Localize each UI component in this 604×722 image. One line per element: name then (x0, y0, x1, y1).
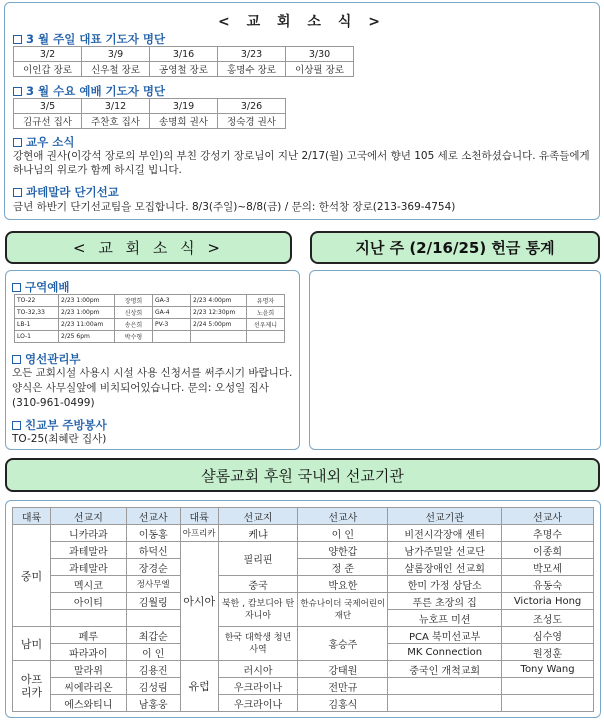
name-cell: 공영철 장로 (150, 62, 218, 77)
mission-org: PCA 북미선교부 (388, 627, 502, 644)
mission-field: 니카라과 (50, 525, 126, 542)
missionary: 조성도 (502, 610, 594, 627)
missionary: 홍승주 (298, 627, 388, 661)
region-cell: 아프리카 (180, 525, 218, 542)
date-cell: 3/16 (150, 47, 218, 62)
checkbox-square-icon (13, 188, 22, 197)
missionary: 정 준 (298, 559, 388, 576)
time-cell: 2/23 1:00pm (59, 295, 115, 307)
missionary: 김월링 (126, 593, 180, 610)
name-cell: 이상필 장로 (286, 62, 354, 77)
district-cell: GA-3 (153, 295, 191, 307)
mission-org: 한미 가정 상담소 (388, 576, 502, 593)
mission-field: 멕시코 (50, 576, 126, 593)
district-cell: PV-3 (153, 319, 191, 331)
mission-field: 북한 , 캄보디아 탄자니아 (218, 593, 298, 627)
table-row (15, 319, 285, 331)
mission-table (12, 507, 594, 712)
mission-field: 우크라이나 (218, 695, 298, 712)
mission-field: 우크라이나 (218, 678, 298, 695)
table-row (13, 542, 594, 559)
mission-field: 말라위 (50, 661, 126, 678)
table-row (15, 307, 285, 319)
mission-org: 비전시각장애 센터 (388, 525, 502, 542)
missionary (502, 695, 594, 712)
date-cell: 3/2 (14, 47, 82, 62)
mission-trip-text: 금년 하반기 단기선교팀을 모집합니다. 8/3(주일)~8/8(금) / 문의: 한석창 장로(213-369-4754) (13, 201, 456, 213)
wednesday-prayer-heading: 3 월 수요 예배 기도자 명단 (13, 83, 165, 99)
member-news-heading: 교우 소식 (13, 134, 74, 150)
missionary: 김홍식 (298, 695, 388, 712)
col-header: 대륙 (180, 508, 218, 525)
table-row (13, 593, 594, 610)
district-cell: LO-1 (15, 331, 59, 343)
col-header: 선교기관 (388, 508, 502, 525)
table-row (15, 331, 285, 343)
date-cell: 3/5 (14, 99, 82, 114)
sunday-prayer-heading: 3 월 주일 대표 기도자 명단 (13, 31, 165, 47)
district-worship-heading: 구역예배 (12, 279, 69, 295)
mission-org: 뉴호프 미션 (388, 610, 502, 627)
header-row (13, 508, 594, 525)
mission-field: 중국 (218, 576, 298, 593)
missionary: 강태원 (298, 661, 388, 678)
table-row (13, 695, 594, 712)
host-cell: 노윤희 (247, 307, 285, 319)
mission-org (388, 695, 502, 712)
district-cell: TO-22 (15, 295, 59, 307)
region-cell: 유럽 (180, 661, 218, 712)
mission-org: MK Connection (388, 644, 502, 661)
offering-stats-bar: 지난 주 (2/16/25) 헌금 통계 (310, 231, 600, 264)
name-cell: 정숙경 권사 (218, 114, 286, 129)
date-cell: 3/19 (150, 99, 218, 114)
mission-field: 페루 (50, 627, 126, 644)
host-cell: 선우제니 (247, 319, 285, 331)
mission-trip-heading: 과테말라 단기선교 (13, 184, 119, 200)
host-cell: 신상희 (115, 307, 153, 319)
missionary: 유동숙 (502, 576, 594, 593)
col-header: 선교사 (298, 508, 388, 525)
table-row (13, 661, 594, 678)
mission-field: 씨에라리온 (50, 678, 126, 695)
wednesday-prayer-table (13, 98, 286, 129)
missionary: 이 인 (126, 644, 180, 661)
mission-field: 에스와티니 (50, 695, 126, 712)
mission-field (50, 610, 126, 627)
name-cell: 이인갑 장로 (14, 62, 82, 77)
missionary (126, 610, 180, 627)
kitchen-service-heading: 친교부 주방봉사 (12, 417, 107, 433)
date-cell: 3/12 (82, 99, 150, 114)
district-cell: LB-1 (15, 319, 59, 331)
time-cell: 2/23 4:00pm (191, 295, 247, 307)
missionary: 정사무엘 (126, 576, 180, 593)
missionary: 추명수 (502, 525, 594, 542)
missionary: 이 인 (298, 525, 388, 542)
table-row (13, 525, 594, 542)
mission-org: 중국인 개척교회 (388, 661, 502, 678)
missionary: Tony Wang (502, 661, 594, 678)
col-header: 선교사 (502, 508, 594, 525)
date-cell: 3/9 (82, 47, 150, 62)
mission-org: 남가주밀알 선교단 (388, 542, 502, 559)
table-row (13, 627, 594, 644)
missionary: 남홍웅 (126, 695, 180, 712)
time-cell: 2/23 12:30pm (191, 307, 247, 319)
col-header: 대륙 (13, 508, 51, 525)
time-cell (191, 331, 247, 343)
offering-stats-panel (309, 270, 601, 450)
checkbox-square-icon (12, 421, 21, 430)
mission-field: 케냐 (218, 525, 298, 542)
church-news-title: < 교 회 소 식 > (218, 14, 386, 30)
member-news-text: 강현애 권사(이강석 장로의 부인)의 부친 강성기 장로님이 지난 2/17(월) 고국에서 향년 105 세로 소천하셨습니다. 유족들에게 하나님의 위로가 함께 하시길 빕니다. (13, 150, 590, 176)
mission-field: 아이티 (50, 593, 126, 610)
checkbox-square-icon (12, 283, 21, 292)
time-cell: 2/25 6pm (59, 331, 115, 343)
checkbox-square-icon (13, 138, 22, 147)
mission-org: 푸른 초장의 집 (388, 593, 502, 610)
missionary: 원정훈 (502, 644, 594, 661)
missionary: 심수영 (502, 627, 594, 644)
date-cell: 3/26 (218, 99, 286, 114)
col-header: 선교사 (126, 508, 180, 525)
mission-field: 과테말라 (50, 542, 126, 559)
missionary: 하덕신 (126, 542, 180, 559)
missionary: 최갑순 (126, 627, 180, 644)
missionary: Victoria Hong (502, 593, 594, 610)
missionary: 박모세 (502, 559, 594, 576)
missionary: 김성림 (126, 678, 180, 695)
host-cell: 박수형 (115, 331, 153, 343)
date-cell: 3/23 (218, 47, 286, 62)
time-cell: 2/24 5:00pm (191, 319, 247, 331)
mission-panel (5, 500, 601, 718)
date-cell: 3/30 (286, 47, 354, 62)
missionary: 박요한 (298, 576, 388, 593)
checkbox-square-icon (13, 35, 22, 44)
church-news-bar: < 교 회 소 식 > (5, 231, 292, 264)
mission-org: 한슈나이더 국제어린이 재단 (298, 593, 388, 627)
name-cell: 송명희 권사 (150, 114, 218, 129)
name-cell: 김규선 집사 (14, 114, 82, 129)
region-cell: 중미 (13, 525, 51, 627)
missionary: 이종희 (502, 542, 594, 559)
mission-org-bar: 샬롬교회 후원 국내외 선교기관 (5, 458, 600, 492)
facility-text: 오든 교회시설 사용시 시설 사용 신청서를 써주시기 바랍니다. 양식은 사무실앞에 비치되어있습니다. 문의: 오성일 집사(310-961-0499) (12, 367, 293, 409)
mission-field: 과테말라 (50, 559, 126, 576)
host-cell: 송은희 (115, 319, 153, 331)
district-cell: GA-4 (153, 307, 191, 319)
missionary: 양한갑 (298, 542, 388, 559)
table-row (13, 559, 594, 576)
district-cell: TO-32,33 (15, 307, 59, 319)
missionary: 전만규 (298, 678, 388, 695)
sunday-prayer-table (13, 46, 354, 77)
mission-org (388, 678, 502, 695)
church-news-panel (4, 2, 600, 220)
col-header: 선교지 (218, 508, 298, 525)
district-cell (153, 331, 191, 343)
table-row (13, 576, 594, 593)
table-row (13, 678, 594, 695)
facility-heading: 영선관리부 (12, 351, 81, 367)
kitchen-service-text: TO-25(최혜란 집사) (12, 433, 107, 445)
checkbox-square-icon (12, 355, 21, 364)
mission-field: 파라과이 (50, 644, 126, 661)
col-header: 선교지 (50, 508, 126, 525)
host-cell: 유명자 (247, 295, 285, 307)
missionary: 김용진 (126, 661, 180, 678)
name-cell: 신우철 장로 (82, 62, 150, 77)
host-cell (247, 331, 285, 343)
region-cell: 아시아 (180, 542, 218, 661)
table-row (15, 295, 285, 307)
missionary: 장경순 (126, 559, 180, 576)
missionary (502, 678, 594, 695)
region-cell: 남미 (13, 627, 51, 661)
host-cell: 장명희 (115, 295, 153, 307)
missionary: 이동홍 (126, 525, 180, 542)
mission-field: 러시아 (218, 661, 298, 678)
name-cell: 홍명수 장로 (218, 62, 286, 77)
mission-org: 샬롬장애인 선교회 (388, 559, 502, 576)
time-cell: 2/23 11:00am (59, 319, 115, 331)
mission-field: 필리핀 (218, 542, 298, 576)
name-cell: 주찬호 집사 (82, 114, 150, 129)
checkbox-square-icon (13, 87, 22, 96)
church-news-left-panel (5, 270, 300, 450)
region-cell: 아프리카 (13, 661, 51, 712)
time-cell: 2/23 1:00pm (59, 307, 115, 319)
mission-field: 한국 대학생 청년 사역 (218, 627, 298, 661)
district-worship-table (14, 294, 285, 343)
